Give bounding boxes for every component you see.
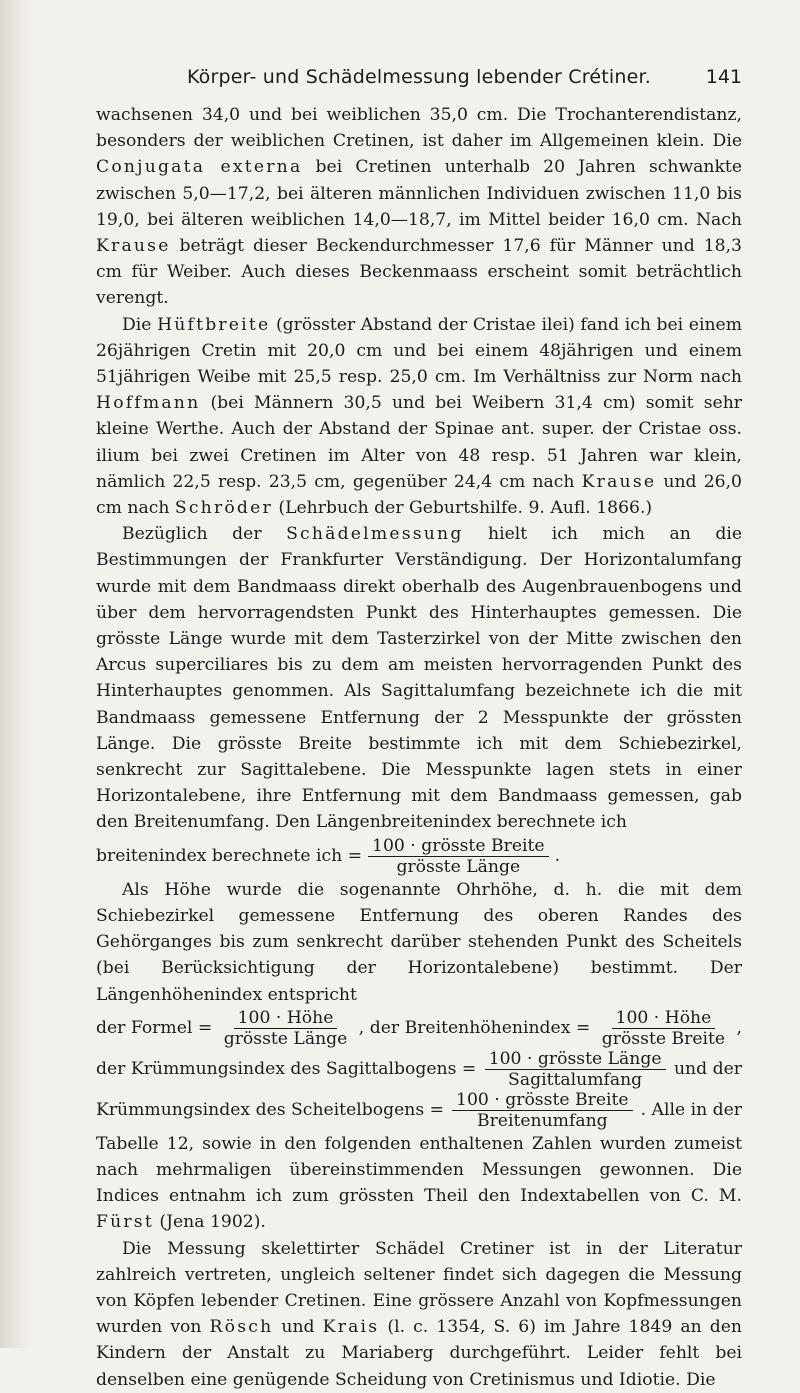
numerator: 100 · grösste Länge	[485, 1049, 666, 1070]
emphasis: Rösch	[209, 1317, 274, 1338]
text: bei Cretinen unterhalb 20 Jahren schwankte zwischen 5,0—17,2, bei älteren männlichen Individuen zwischen 11,0 bis 19,0, bei älteren weiblichen 14,0—18,7, im Mittel beider 16,0 cm. Nach	[96, 157, 742, 230]
formula-vertex-curvature	[96, 1090, 742, 1131]
text: Bezüglich der	[122, 524, 287, 545]
formula-label: der Formel =	[96, 1018, 213, 1039]
text: Die	[122, 314, 158, 335]
denominator: Sagittalumfang	[508, 1069, 643, 1090]
formula-end: ,	[736, 1018, 742, 1039]
paragraph-6	[96, 1236, 742, 1393]
emphasis: Schröder	[174, 498, 273, 519]
paragraph-1	[96, 102, 742, 312]
formula-end: und der	[673, 1059, 742, 1080]
numerator: 100 · grösste Breite	[368, 836, 549, 857]
formula-end: .	[554, 846, 561, 867]
denominator: grösste Breite	[601, 1028, 726, 1049]
text: (grösster Abstand der Cristae ilei) fand ich bei einem 26jährigen Cretin mit 20,0 cm und bei einem 48jährigen und einem 51jährigen Weibe mit 25,5 resp. 25,0 cm. Im Verhältniss zur Norm nach	[96, 314, 742, 388]
emphasis: Krause	[581, 471, 657, 492]
formula-length-breadth-index	[96, 836, 742, 877]
running-header	[96, 66, 742, 94]
text: Tabelle 12, sowie in den folgenden enthaltenen Zahlen wurden zumeist nach mehrmaligen übereinstimmenden Messungen gewonnen. Die Indices entnahm ich zum grössten Theil den Indextabellen von C. M.	[96, 1133, 742, 1207]
paragraph-3	[96, 521, 742, 835]
paragraph-4: Als Höhe wurde die sogenannte Ohrhöhe, d. h. die mit dem Schiebezirkel gemessene Entfernung des oberen Randes des Gehörganges bis zum senkrecht darüber stehenden Punkt des Scheitels (bei Berücksichtigung der Horizontalebene) bestimmt. Der Längenhöhenindex entspricht	[96, 879, 742, 1005]
text: Die Messung skelettirter Schädel Cretiner ist in der Literatur zahlreich vertreten, ungleich seltener findet sich dagegen die Messung von Köpfen lebender Cretinen. Eine grössere Anzahl von Kopfmessungen wurden von	[96, 1238, 742, 1338]
formula-label: breitenindex berechnete ich =	[96, 846, 363, 867]
fraction	[598, 1008, 729, 1049]
denominator: grösste Länge	[396, 856, 521, 877]
emphasis: Conjugata externa	[96, 157, 303, 178]
fraction	[452, 1090, 633, 1131]
denominator: grösste Länge	[223, 1028, 348, 1049]
fraction	[220, 1008, 352, 1049]
fraction	[485, 1049, 666, 1090]
emphasis: Hoffmann	[96, 393, 201, 414]
running-title: Körper- und Schädelmessung lebender Crétiner.	[186, 66, 652, 88]
emphasis: Fürst	[96, 1212, 154, 1233]
text: und	[273, 1317, 323, 1338]
formula-label: Krümmungsindex des Scheitelbogens =	[96, 1100, 445, 1121]
denominator: Breitenumfang	[476, 1110, 608, 1131]
emphasis: Schädelmessung	[286, 524, 464, 545]
formula-height-indices	[96, 1008, 742, 1049]
emphasis: Krause	[96, 236, 171, 257]
formula-label: , der Breitenhöhenindex =	[358, 1018, 591, 1039]
paragraph-2	[96, 312, 742, 522]
text: (Jena 1902).	[153, 1212, 266, 1233]
text: hielt ich mich an die Bestimmungen der Frankfurter Verständigung. Der Horizontalumfang wurde mit dem Bandmaass direkt oberhalb des Augenbrauenbogens und über dem hervorragendsten Punkt des Hinterhauptes gemessen. Die grösste Länge wurde mit dem Tasterzirkel von der Mitte zwischen den Arcus superciliares bis zu dem am meisten hervorragenden Punkt des Hinterhauptes genommen. Als Sagittalumfang bezeichnete ich die mit Bandmaass gemessene Entfernung der 2 Messpunkte der grössten Länge. Die grösste Breite bestimmte ich mit dem Schiebezirkel, senkrecht zur Sagittalebene. Die Messpunkte lagen stets in einer Horizontalebene, ihre Entfernung mit dem Bandmaass gemessen, gab den Breitenumfang. Den Längenbreitenindex berechnete ich	[96, 524, 742, 833]
text: beträgt dieser Beckendurchmesser 17,6 für Männer und 18,3 cm für Weiber. Auch dieses Beckenmaass erscheint somit beträchtlich verengt.	[96, 236, 742, 309]
formula-end: . Alle in der	[640, 1100, 742, 1121]
paragraph-5	[96, 1131, 742, 1236]
numerator: 100 · Höhe	[234, 1008, 338, 1029]
numerator: 100 · Höhe	[612, 1008, 716, 1029]
emphasis: Hüftbreite	[157, 314, 271, 335]
text: und 26,0 cm nach	[96, 471, 742, 519]
text: (Lehrbuch der Geburtshilfe. 9. Aufl. 1866.)	[272, 498, 653, 519]
formula-sagittal-curvature	[96, 1049, 742, 1090]
fraction	[368, 836, 549, 877]
body-text	[96, 102, 742, 1393]
page-gutter-shadow	[0, 0, 34, 1348]
text: wachsenen 34,0 und bei weiblichen 35,0 cm. Die Trochanterendistanz, besonders der weiblichen Cretinen, ist daher im Allgemeinen klein. Die	[96, 105, 742, 152]
text: (bei Männern 30,5 und bei Weibern 31,4 cm) somit sehr kleine Werthe. Auch der Abstand der Spinae ant. super. der Cristae oss. ilium bei zwei Cretinen im Alter von 48 resp. 51 Jahren war klein, nämlich 22,5 resp. 23,5 cm, gegenüber 24,4 cm nach	[96, 393, 742, 492]
formula-label: der Krümmungsindex des Sagittalbogens =	[96, 1059, 477, 1080]
text: (l. c. 1354, S. 6) im Jahre 1849 an den Kindern der Anstalt zu Mariaberg durchgeführt. Leider fehlt bei denselben eine genügende Scheidung von Cretinismus und Idiotie. Die	[96, 1317, 742, 1390]
page-number: 141	[705, 66, 742, 88]
numerator: 100 · grösste Breite	[452, 1090, 633, 1111]
emphasis: Krais	[322, 1317, 380, 1338]
